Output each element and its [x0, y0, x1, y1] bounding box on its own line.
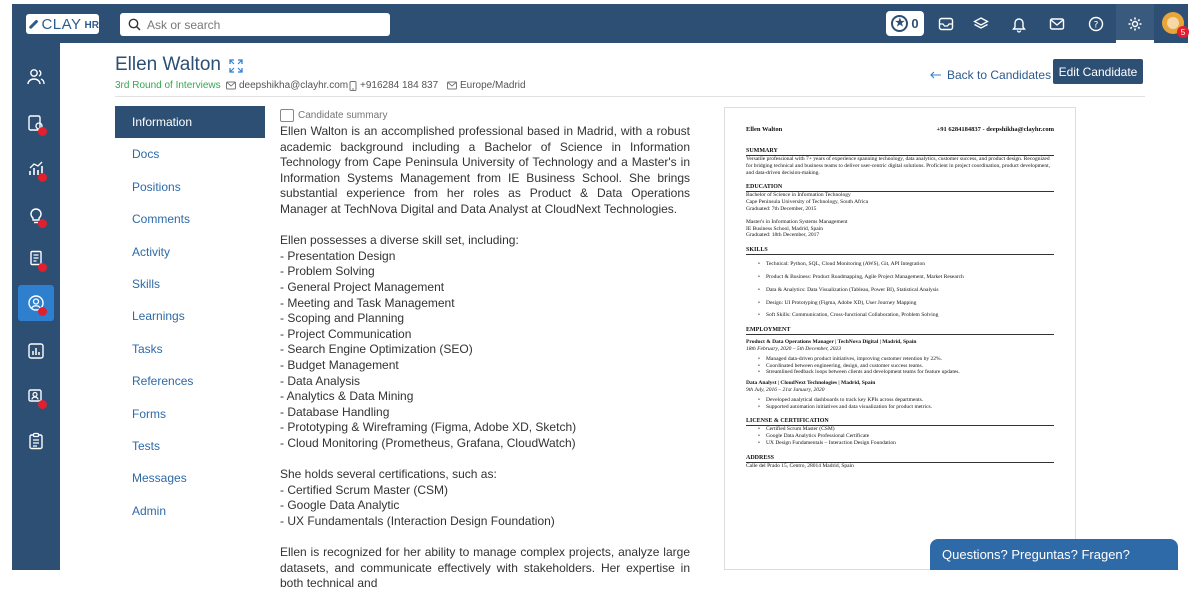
list-item: • Data & Analytics: Data Visualization (Tableau, Power BI), Statistical Analysis [746, 287, 1054, 294]
phone-text: +916284 184 837 [360, 80, 439, 91]
resume-section-title: LICENSE & CERTIFICATION [746, 418, 1054, 426]
resume-skills [746, 261, 1054, 319]
report-icon [27, 342, 45, 360]
star-count: 0 [911, 16, 919, 31]
edit-candidate-button[interactable]: Edit Candidate [1053, 59, 1143, 84]
sidebar-item-reports[interactable] [18, 333, 54, 369]
list-item: Cape Peninsula University of Technology, South Africa [746, 199, 869, 206]
resume-edu-2 [746, 219, 1054, 239]
candidate-email[interactable] [226, 80, 348, 91]
alert-dot [38, 219, 47, 228]
layers-icon[interactable] [970, 13, 992, 35]
notification-badge: 5 [1177, 26, 1189, 38]
certs-intro: She holds several certifications, such as: [280, 467, 497, 482]
list-item: • Streamlined feedback loops between clients and development teams for feature updates. [746, 369, 1054, 376]
resume-header [746, 126, 1054, 133]
list-item: Graduated: 18th December, 2017 [746, 232, 820, 239]
bell-icon[interactable] [1008, 13, 1030, 35]
phone-icon [349, 81, 357, 91]
summary-heading-text: Candidate summary [298, 109, 388, 121]
alert-dot [38, 400, 47, 409]
timezone-text: Europe/Madrid [460, 80, 526, 91]
certs-list [280, 483, 690, 530]
alert-dot [38, 127, 47, 136]
search-icon [128, 18, 141, 31]
sidebar-item-people[interactable] [18, 59, 54, 95]
header-divider [115, 96, 1145, 97]
summary-body [280, 124, 690, 592]
clayhr-logo[interactable] [26, 14, 99, 34]
nav-item-positions[interactable]: Positions [132, 179, 181, 194]
nav-item-tests[interactable]: Tests [132, 439, 161, 453]
nav-item-references[interactable]: References [132, 374, 194, 389]
resume-section-title: SUMMARY [746, 148, 1054, 156]
list-item: • Soft Skills: Communication, Cross-functional Collaboration, Problem Solving [746, 312, 1054, 319]
list-item: - Google Data Analytic [280, 498, 400, 513]
nav-item-messages[interactable]: Messages [132, 471, 187, 486]
list-item: • Developed analytical dashboards to track key KPIs across departments. [746, 397, 1054, 404]
list-item: - Database Handling [280, 404, 390, 419]
sidebar-item-jobs[interactable] [18, 105, 54, 141]
list-item: - Prototyping & Wireframing (Figma, Adobe XD, Sketch) [280, 420, 577, 435]
candidate-name: Ellen Walton [115, 54, 221, 75]
back-label: Back to Candidates [947, 68, 1052, 82]
star-counter-button[interactable] [886, 11, 924, 36]
chat-widget-button[interactable]: Questions? Preguntas? Fragen? [930, 539, 1178, 570]
resume-address: Calle del Prado 15, Centro, 28014 Madrid, Spain [746, 462, 854, 469]
list-item: Graduated: 7th December, 2015 [746, 205, 817, 212]
candidate-timezone [447, 80, 526, 91]
nav-item-comments[interactable]: Comments [132, 212, 191, 227]
clipboard-icon [27, 432, 45, 450]
settings-tab-active[interactable] [1116, 4, 1154, 43]
nav-item-activity[interactable]: Activity [132, 244, 171, 259]
resume-preview [724, 107, 1076, 570]
list-item: - Search Engine Optimization (SEO) [280, 342, 473, 357]
people-icon [26, 68, 46, 86]
main-content [60, 43, 1188, 591]
svg-text:?: ? [1093, 20, 1099, 31]
left-sidebar [12, 43, 60, 570]
resume-section-title: SKILLS [746, 247, 1054, 255]
back-to-candidates-link[interactable] [930, 68, 1051, 82]
list-item: - Meeting and Task Management [280, 295, 455, 310]
resume-job-items [746, 356, 1054, 376]
summary-paragraph: Ellen is recognized for her ability to manage complex projects, analyze large datasets, and communicate effectively with stakeholders. Her expertise in both technical and [280, 545, 690, 591]
list-item: - Analytics & Data Mining [280, 389, 414, 404]
list-item: - Budget Management [280, 357, 399, 372]
search-input[interactable] [147, 18, 377, 32]
candidate-summary [280, 106, 690, 592]
nav-item-tasks[interactable]: Tasks [132, 341, 163, 356]
email-text: deepshikha@clayhr.com [239, 80, 349, 91]
list-item: Bachelor of Science in Information Technology [746, 192, 851, 199]
sidebar-item-ideas[interactable] [18, 197, 54, 233]
list-item: • Product & Business: Product Roadmapping, Agile Project Management, Market Research [746, 274, 1054, 281]
summary-heading [280, 106, 690, 124]
candidate-phone[interactable] [349, 80, 438, 91]
list-item: • Certified Scrum Master (CSM) [746, 426, 1054, 433]
list-item: - Data Analysis [280, 373, 361, 388]
gear-icon [1124, 13, 1146, 35]
resume-section-title: EMPLOYMENT [746, 327, 1054, 335]
list-item: IE Business School, Madrid, Spain [746, 225, 823, 232]
list-item: • Managed data-driven product initiatives, improving customer retention by 22%. [746, 356, 1054, 363]
candidate-stage: 3rd Round of Interviews [115, 80, 221, 91]
top-bar [12, 4, 1188, 43]
resume-edu-1 [746, 192, 1054, 212]
resume-job-dates: 18th February, 2020 – 5th December, 2023 [746, 345, 842, 352]
help-icon[interactable] [1085, 13, 1107, 35]
resume-section-title: EDUCATION [746, 184, 1054, 192]
resume-licenses [746, 426, 1054, 446]
list-item: • Technical: Python, SQL, Cloud Monitoring (AWS), Git, API Integration [746, 261, 1054, 268]
sidebar-item-analytics[interactable] [18, 151, 54, 187]
skills-intro: Ellen possesses a diverse skill set, including: [280, 233, 519, 248]
list-item: • UX Design Fundamentals – Interaction Design Foundation [746, 440, 1054, 447]
list-item: • Google Data Analytics Professional Certificate [746, 433, 1054, 440]
avatar-face [1167, 17, 1179, 29]
sidebar-item-documents[interactable] [18, 241, 54, 277]
logo-mark-icon [29, 19, 39, 29]
alert-dot [38, 173, 47, 182]
resume-contact: +91 6284184837 - deepshikha@clayhr.com [936, 126, 1054, 133]
user-avatar[interactable] [1162, 12, 1186, 37]
mail-icon[interactable] [1046, 13, 1068, 35]
inbox-icon[interactable] [935, 13, 957, 35]
list-item: - UX Fundamentals (Interaction Design Foundation) [280, 513, 555, 528]
resume-job-title: Product & Data Operations Manager | TechNova Digital | Madrid, Spain [746, 339, 917, 346]
nav-item-forms[interactable]: Forms [132, 406, 166, 421]
nav-item-information[interactable]: Information [115, 106, 265, 138]
nav-item-admin[interactable]: Admin [132, 503, 167, 518]
skills-list [280, 249, 690, 452]
resume-job-title: Data Analyst | CloudNext Technologies | Madrid, Spain [746, 380, 876, 387]
list-item: Master's in Information Systems Management [746, 218, 848, 225]
list-item: • Coordinated between engineering, design, and customer success teams. [746, 363, 1054, 370]
list-item: - Certified Scrum Master (CSM) [280, 482, 449, 497]
list-item: - Scoping and Planning [280, 311, 405, 326]
mail-icon [226, 81, 236, 90]
list-item: - Problem Solving [280, 264, 375, 279]
star-icon: ★ [891, 15, 908, 32]
location-mail-icon [447, 81, 457, 90]
resume-summary: Versatile professional with 7+ years of experience spanning technology, data analytics, customer success, and product design. Recognized for bridging technical and business teams to deliver user-centric digital solutions. Proficient in project coordination, product development, and data-driven decision-making. [746, 156, 1050, 176]
summary-paragraph: Ellen Walton is an accomplished professional based in Madrid, with a robust academic background including a Bachelor of Science in Information Technology from Cape Peninsula University of Technology and a Master's in Information Systems Management from IE Business School. She brings substantial experience from her roles as Product & Data Operations Manager at TechNova Digital and Data Analyst at CloudNext Technologies. [280, 124, 690, 216]
resume-name: Ellen Walton [746, 126, 783, 133]
list-item: • Design: UI Prototyping (Figma, Adobe XD), User Journey Mapping [746, 300, 1054, 307]
arrow-left-icon [930, 71, 942, 79]
alert-dot [38, 307, 47, 316]
resume-job-dates: 9th July, 2016 – 21st January, 2020 [746, 386, 825, 393]
nav-item-skills[interactable]: Skills [132, 277, 161, 291]
logo-suffix: HR [84, 19, 99, 31]
global-search[interactable] [120, 13, 390, 36]
expand-icon[interactable] [228, 58, 244, 74]
list-item: - General Project Management [280, 279, 445, 294]
alert-dot [38, 263, 47, 272]
list-item: • Supported automation initiatives and data visualization for product metrics. [746, 404, 1054, 411]
sidebar-item-candidates[interactable] [18, 285, 54, 321]
list-item: - Cloud Monitoring (Prometheus, Grafana, CloudWatch) [280, 435, 576, 450]
resume-job-items [746, 397, 1054, 411]
nav-item-learnings[interactable]: Learnings [132, 309, 185, 324]
sidebar-item-checklist[interactable] [18, 423, 54, 459]
logo-text: CLAY [41, 15, 82, 33]
resume-section-title: ADDRESS [746, 455, 1054, 463]
nav-item-docs[interactable]: Docs [132, 147, 160, 162]
list-item: - Presentation Design [280, 248, 396, 263]
sidebar-item-team[interactable] [18, 378, 54, 414]
summary-icon [280, 109, 294, 122]
list-item: - Project Communication [280, 326, 412, 341]
app-frame [12, 4, 1188, 591]
